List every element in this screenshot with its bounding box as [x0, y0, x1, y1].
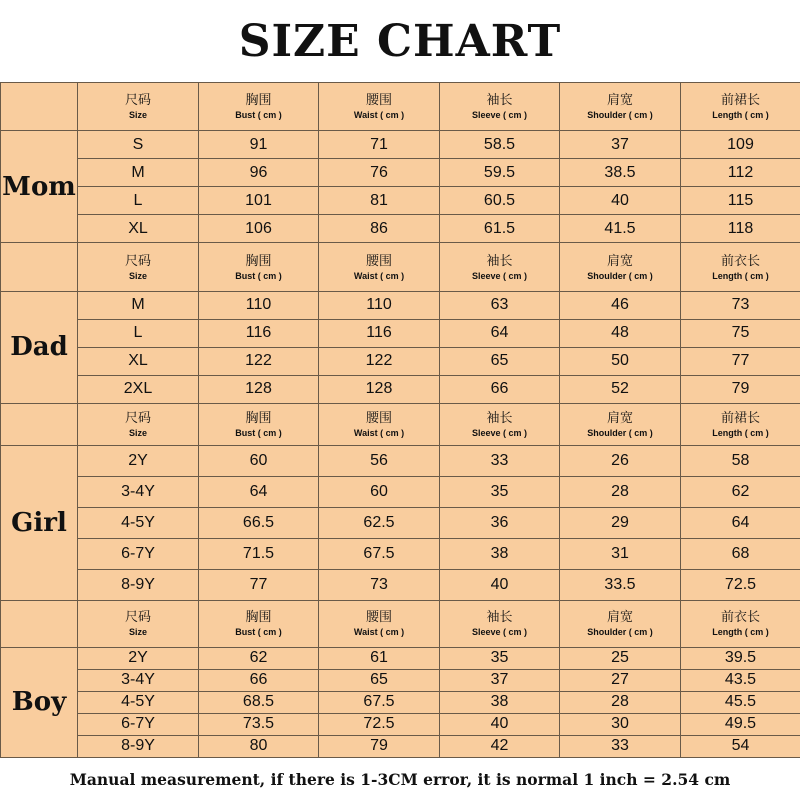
- measurement-cell: 65: [319, 669, 440, 691]
- measurement-cell: 43.5: [681, 669, 800, 691]
- column-header-en: Shoulder ( cm ): [587, 110, 653, 121]
- size-cell: 6-7Y: [78, 539, 199, 570]
- column-header-zh: 胸围: [245, 252, 272, 268]
- column-header-en: Sleeve ( cm ): [471, 427, 528, 438]
- column-header-zh: 袖长: [486, 609, 513, 625]
- header-row: [1, 601, 800, 647]
- measurement-cell: 79: [319, 735, 440, 757]
- column-header-en: Sleeve ( cm ): [471, 270, 528, 281]
- measurement-cell: 33: [440, 446, 560, 477]
- column-header-zh: 胸围: [245, 609, 272, 625]
- column-header-en: Bust ( cm ): [235, 427, 282, 438]
- measurement-cell: 118: [681, 215, 800, 243]
- column-header: [560, 403, 681, 445]
- header-corner-cell: [1, 243, 78, 291]
- measurement-cell: 110: [319, 291, 440, 319]
- measurement-cell: 112: [681, 159, 800, 187]
- measurement-cell: 29: [560, 508, 681, 539]
- column-header-zh: 腰围: [365, 409, 392, 425]
- table-row: [1, 691, 800, 713]
- table-row: [1, 539, 800, 570]
- column-header: [78, 601, 199, 647]
- table-row: [1, 375, 800, 403]
- column-header: [319, 403, 440, 445]
- size-cell: 3-4Y: [78, 477, 199, 508]
- table-row: [1, 669, 800, 691]
- measurement-cell: 61: [319, 647, 440, 669]
- column-header-zh: 尺码: [124, 92, 151, 108]
- measurement-cell: 79: [681, 375, 800, 403]
- size-cell: XL: [78, 215, 199, 243]
- column-header-en: Shoulder ( cm ): [587, 627, 653, 638]
- group-label: Girl: [1, 446, 78, 601]
- column-header: [440, 243, 560, 291]
- table-row: [1, 570, 800, 601]
- measurement-cell: 81: [319, 187, 440, 215]
- column-header-zh: 尺码: [124, 409, 151, 425]
- size-cell: 4-5Y: [78, 691, 199, 713]
- column-header-en: Bust ( cm ): [235, 627, 282, 638]
- column-header-zh: 腰围: [365, 252, 392, 268]
- column-header-en: Size: [128, 270, 147, 281]
- size-cell: 2Y: [78, 647, 199, 669]
- header-corner-cell: [1, 83, 78, 131]
- measurement-cell: 26: [560, 446, 681, 477]
- size-cell: 2XL: [78, 375, 199, 403]
- column-header-zh: 前衣长: [720, 252, 760, 268]
- column-header-zh: 肩宽: [606, 252, 633, 268]
- header-row: [1, 83, 800, 131]
- column-header: [319, 83, 440, 131]
- column-header-en: Size: [128, 110, 147, 121]
- column-header-en: Length ( cm ): [712, 270, 769, 281]
- measurement-cell: 91: [199, 131, 319, 159]
- column-header-en: Size: [128, 427, 147, 438]
- measurement-cell: 60: [199, 446, 319, 477]
- measurement-cell: 66.5: [199, 508, 319, 539]
- measurement-cell: 40: [440, 570, 560, 601]
- column-header: [681, 403, 800, 445]
- column-header-en: Length ( cm ): [712, 110, 769, 121]
- measurement-cell: 64: [199, 477, 319, 508]
- table-row: [1, 187, 800, 215]
- table-row: [1, 291, 800, 319]
- column-header-zh: 胸围: [245, 92, 272, 108]
- measurement-cell: 40: [440, 713, 560, 735]
- measurement-cell: 33: [560, 735, 681, 757]
- measurement-cell: 65: [440, 347, 560, 375]
- measurement-cell: 71.5: [199, 539, 319, 570]
- group-label: Dad: [1, 291, 78, 403]
- column-header-zh: 袖长: [486, 409, 513, 425]
- column-header-en: Waist ( cm ): [353, 427, 405, 438]
- measurement-cell: 54: [681, 735, 800, 757]
- measurement-cell: 68.5: [199, 691, 319, 713]
- column-header-zh: 腰围: [365, 609, 392, 625]
- measurement-cell: 63: [440, 291, 560, 319]
- measurement-cell: 36: [440, 508, 560, 539]
- table-row: [1, 713, 800, 735]
- column-header-zh: 前裙长: [720, 92, 760, 108]
- column-header-zh: 肩宽: [606, 609, 633, 625]
- size-cell: 8-9Y: [78, 570, 199, 601]
- measurement-cell: 31: [560, 539, 681, 570]
- measurement-cell: 72.5: [319, 713, 440, 735]
- column-header-zh: 尺码: [124, 609, 151, 625]
- column-header-en: Waist ( cm ): [353, 110, 405, 121]
- measurement-cell: 75: [681, 319, 800, 347]
- measurement-cell: 110: [199, 291, 319, 319]
- measurement-cell: 116: [199, 319, 319, 347]
- column-header-zh: 袖长: [486, 252, 513, 268]
- header-corner-cell: [1, 601, 78, 647]
- table-row: [1, 347, 800, 375]
- measurement-cell: 115: [681, 187, 800, 215]
- table-row: [1, 735, 800, 757]
- measurement-cell: 27: [560, 669, 681, 691]
- column-header: [681, 83, 800, 131]
- measurement-cell: 46: [560, 291, 681, 319]
- measurement-cell: 28: [560, 477, 681, 508]
- column-header: [560, 601, 681, 647]
- measurement-cell: 62.5: [319, 508, 440, 539]
- column-header: [78, 83, 199, 131]
- column-header: [199, 601, 319, 647]
- measurement-cell: 60: [319, 477, 440, 508]
- column-header-en: Waist ( cm ): [353, 627, 405, 638]
- chart-title: SIZE CHART: [238, 15, 562, 67]
- column-header-en: Waist ( cm ): [353, 270, 405, 281]
- column-header: [681, 243, 800, 291]
- measurement-cell: 96: [199, 159, 319, 187]
- table-row: [1, 446, 800, 477]
- column-header-en: Shoulder ( cm ): [587, 270, 653, 281]
- size-cell: 8-9Y: [78, 735, 199, 757]
- group-label: Mom: [1, 131, 78, 243]
- measurement-cell: 35: [440, 477, 560, 508]
- measurement-cell: 76: [319, 159, 440, 187]
- measurement-cell: 41.5: [560, 215, 681, 243]
- measurement-cell: 25: [560, 647, 681, 669]
- column-header-zh: 肩宽: [606, 92, 633, 108]
- measurement-cell: 52: [560, 375, 681, 403]
- column-header-en: Shoulder ( cm ): [587, 427, 653, 438]
- header-row: [1, 243, 800, 291]
- measurement-note: Manual measurement, if there is 1-3CM error, it is normal 1 inch = 2.54 cm: [69, 769, 731, 789]
- size-cell: 2Y: [78, 446, 199, 477]
- measurement-cell: 58.5: [440, 131, 560, 159]
- measurement-cell: 61.5: [440, 215, 560, 243]
- column-header-en: Sleeve ( cm ): [471, 627, 528, 638]
- column-header-zh: 前裙长: [720, 409, 760, 425]
- column-header-en: Length ( cm ): [712, 627, 769, 638]
- measurement-cell: 66: [199, 669, 319, 691]
- size-cell: M: [78, 159, 199, 187]
- column-header-en: Bust ( cm ): [235, 270, 282, 281]
- column-header: [440, 403, 560, 445]
- column-header: [560, 243, 681, 291]
- size-cell: 6-7Y: [78, 713, 199, 735]
- measurement-cell: 30: [560, 713, 681, 735]
- table-row: [1, 647, 800, 669]
- measurement-cell: 35: [440, 647, 560, 669]
- measurement-cell: 45.5: [681, 691, 800, 713]
- table-row: [1, 215, 800, 243]
- measurement-cell: 50: [560, 347, 681, 375]
- measurement-cell: 58: [681, 446, 800, 477]
- size-cell: L: [78, 187, 199, 215]
- measurement-cell: 59.5: [440, 159, 560, 187]
- column-header: [440, 601, 560, 647]
- measurement-cell: 37: [440, 669, 560, 691]
- column-header-zh: 袖长: [486, 92, 513, 108]
- header-corner-cell: [1, 403, 78, 445]
- size-cell: XL: [78, 347, 199, 375]
- measurement-cell: 38: [440, 691, 560, 713]
- measurement-cell: 60.5: [440, 187, 560, 215]
- measurement-cell: 77: [681, 347, 800, 375]
- measurement-cell: 68: [681, 539, 800, 570]
- measurement-cell: 40: [560, 187, 681, 215]
- group-label: Boy: [1, 647, 78, 757]
- measurement-cell: 128: [319, 375, 440, 403]
- column-header: [199, 83, 319, 131]
- column-header-zh: 前衣长: [720, 609, 760, 625]
- measurement-cell: 73: [681, 291, 800, 319]
- table-row: [1, 159, 800, 187]
- column-header-en: Sleeve ( cm ): [471, 110, 528, 121]
- column-header: [319, 601, 440, 647]
- measurement-cell: 67.5: [319, 539, 440, 570]
- measurement-cell: 49.5: [681, 713, 800, 735]
- measurement-cell: 28: [560, 691, 681, 713]
- measurement-cell: 128: [199, 375, 319, 403]
- measurement-cell: 101: [199, 187, 319, 215]
- measurement-cell: 64: [681, 508, 800, 539]
- measurement-cell: 38.5: [560, 159, 681, 187]
- column-header-en: Length ( cm ): [712, 427, 769, 438]
- table-row: [1, 508, 800, 539]
- measurement-cell: 64: [440, 319, 560, 347]
- measurement-cell: 116: [319, 319, 440, 347]
- column-header-zh: 肩宽: [606, 409, 633, 425]
- measurement-cell: 56: [319, 446, 440, 477]
- column-header: [319, 243, 440, 291]
- measurement-cell: 62: [199, 647, 319, 669]
- measurement-cell: 71: [319, 131, 440, 159]
- measurement-cell: 122: [199, 347, 319, 375]
- measurement-cell: 80: [199, 735, 319, 757]
- column-header: [199, 403, 319, 445]
- column-header: [440, 83, 560, 131]
- column-header-en: Bust ( cm ): [235, 110, 282, 121]
- column-header: [199, 243, 319, 291]
- column-header-zh: 胸围: [245, 409, 272, 425]
- measurement-cell: 86: [319, 215, 440, 243]
- column-header: [560, 83, 681, 131]
- measurement-cell: 106: [199, 215, 319, 243]
- size-cell: L: [78, 319, 199, 347]
- measurement-cell: 73.5: [199, 713, 319, 735]
- column-header: [78, 243, 199, 291]
- size-cell: M: [78, 291, 199, 319]
- measurement-cell: 67.5: [319, 691, 440, 713]
- measurement-cell: 37: [560, 131, 681, 159]
- header-row: [1, 403, 800, 445]
- column-header-zh: 尺码: [124, 252, 151, 268]
- size-chart-table: [0, 82, 800, 758]
- measurement-cell: 62: [681, 477, 800, 508]
- column-header: [681, 601, 800, 647]
- table-row: [1, 477, 800, 508]
- column-header-zh: 腰围: [365, 92, 392, 108]
- size-cell: 3-4Y: [78, 669, 199, 691]
- column-header-en: Size: [128, 627, 147, 638]
- measurement-cell: 39.5: [681, 647, 800, 669]
- table-row: [1, 131, 800, 159]
- measurement-cell: 73: [319, 570, 440, 601]
- measurement-cell: 109: [681, 131, 800, 159]
- measurement-cell: 72.5: [681, 570, 800, 601]
- measurement-cell: 38: [440, 539, 560, 570]
- measurement-cell: 66: [440, 375, 560, 403]
- size-cell: S: [78, 131, 199, 159]
- measurement-cell: 42: [440, 735, 560, 757]
- measurement-cell: 77: [199, 570, 319, 601]
- table-row: [1, 319, 800, 347]
- measurement-cell: 33.5: [560, 570, 681, 601]
- column-header: [78, 403, 199, 445]
- size-cell: 4-5Y: [78, 508, 199, 539]
- measurement-cell: 122: [319, 347, 440, 375]
- measurement-cell: 48: [560, 319, 681, 347]
